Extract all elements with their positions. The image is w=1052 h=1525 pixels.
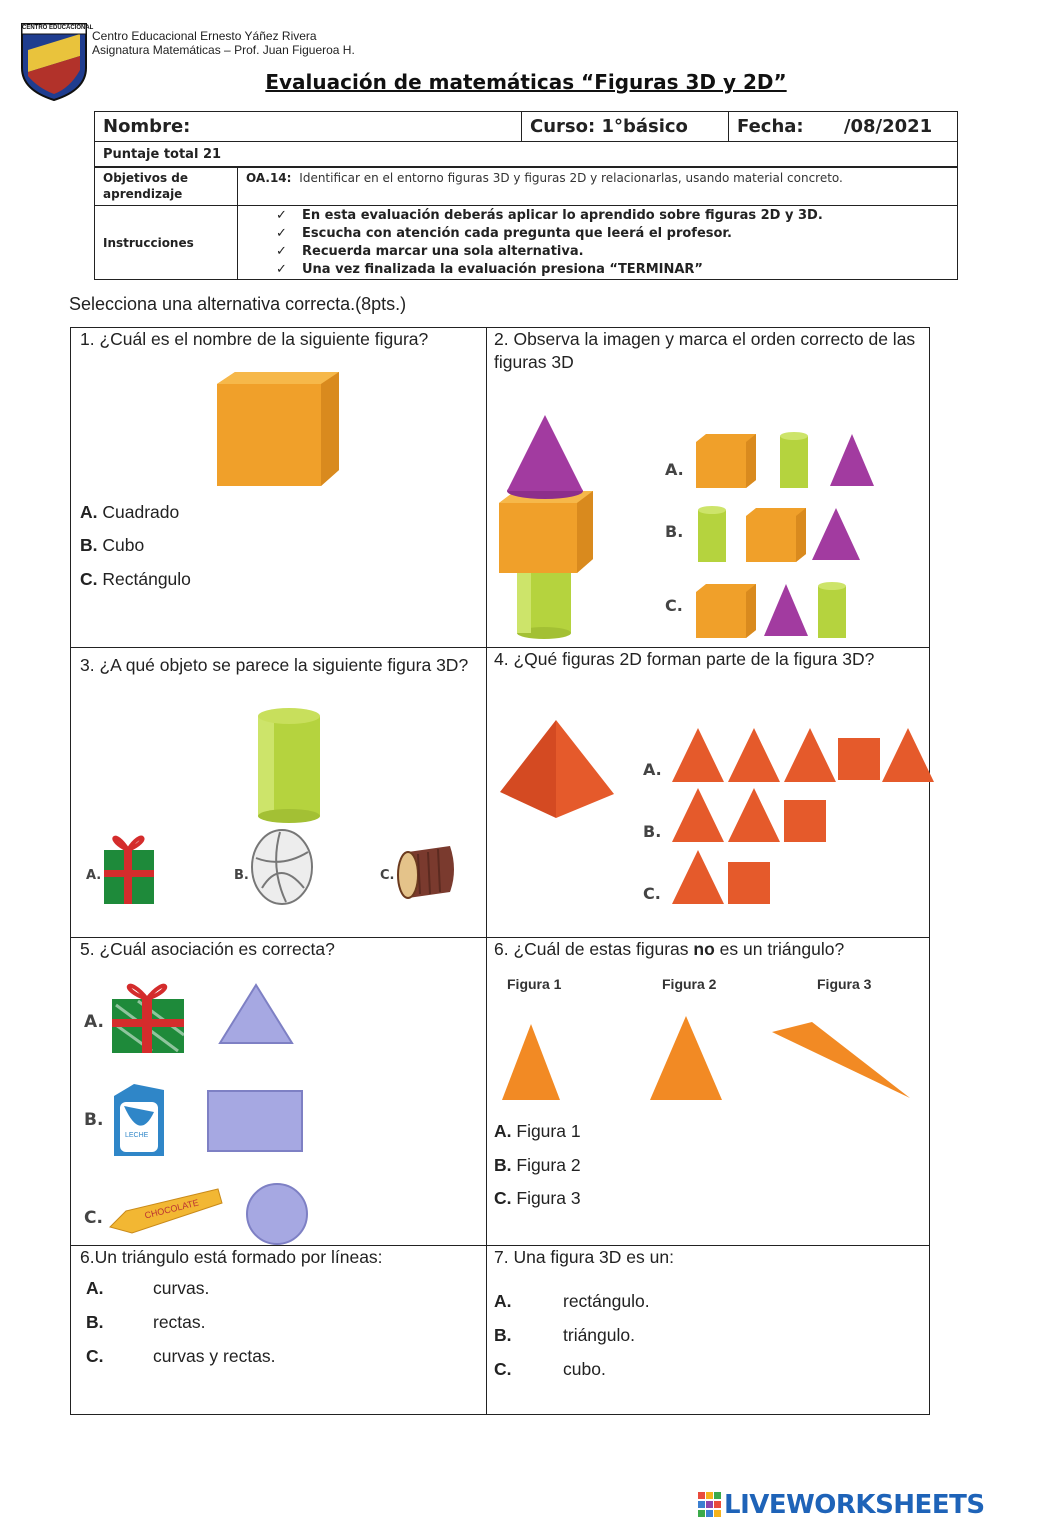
- instructions-list: [238, 206, 958, 280]
- gift-icon: [108, 975, 188, 1055]
- pyramid-image: [498, 718, 618, 820]
- stacked-figures-image: [495, 413, 600, 639]
- q4-text: 4. ¿Qué figuras 2D forman parte de la figura 3D?: [494, 649, 875, 669]
- oa-description: Identificar en el entorno figuras 3D y figuras 2D y relacionarlas, usando material concreto.: [299, 171, 843, 185]
- total-score: Puntaje total 21: [95, 142, 958, 168]
- rectangle-shape: [206, 1089, 304, 1153]
- q7-option-b[interactable]: B. triángulo.: [494, 1325, 635, 1345]
- q7-option-a[interactable]: A. rectángulo.: [494, 1291, 650, 1311]
- gift-icon[interactable]: [100, 826, 158, 906]
- q4-option-shapes[interactable]: [670, 726, 938, 908]
- brand-text: LIVEWORKSHEETS: [724, 1490, 985, 1520]
- instruction-item: ✓ Recuerda marcar una sola alternativa.: [276, 243, 584, 259]
- q6b-option-c[interactable]: C. curvas y rectas.: [86, 1346, 276, 1366]
- objective-text: [238, 167, 958, 206]
- instructions-label: Instrucciones: [95, 206, 238, 280]
- q4-label-b[interactable]: B.: [643, 822, 662, 841]
- q2-label-b[interactable]: B.: [665, 522, 684, 541]
- q7-option-c[interactable]: C. cubo.: [494, 1359, 606, 1379]
- info-table: [94, 111, 958, 168]
- q5-label-a[interactable]: A.: [84, 1012, 104, 1032]
- q6b-option-a[interactable]: A. curvas.: [86, 1278, 210, 1298]
- q6-text: 6. ¿Cuál de estas figuras no es un triángulo?: [494, 939, 845, 959]
- q5-label-b[interactable]: B.: [84, 1110, 104, 1130]
- lws-grid-icon: [698, 1492, 722, 1518]
- objectives-label: Objetivos de aprendizaje: [95, 167, 238, 206]
- name-field[interactable]: Nombre:: [95, 112, 522, 142]
- date-value: /08/2021: [843, 116, 933, 137]
- q3-text: 3. ¿A qué objeto se parece la siguiente figura 3D?: [80, 655, 469, 675]
- instruction-item: ✓ Una vez finalizada la evaluación presiona “TERMINAR”: [276, 261, 703, 277]
- q2-option-figures[interactable]: [694, 430, 884, 640]
- q3-label-a[interactable]: A.: [86, 868, 102, 883]
- subject-line: Asignatura Matemáticas – Prof. Juan Figueroa H.: [92, 43, 355, 57]
- q6b-text: 6.Un triángulo está formado por líneas:: [80, 1247, 383, 1267]
- q1-text: 1. ¿Cuál es el nombre de la siguiente figura?: [80, 329, 429, 349]
- q1-option-a[interactable]: A. Cuadrado: [80, 502, 180, 522]
- q6b-option-b[interactable]: B. rectas.: [86, 1312, 206, 1332]
- q5-label-c[interactable]: C.: [84, 1208, 103, 1228]
- q4-label-c[interactable]: C.: [643, 884, 661, 903]
- triangle-shape: [218, 983, 294, 1045]
- q2-text: 2. Observa la imagen y marca el orden correcto de las figuras 3D: [494, 329, 916, 372]
- section-title: Selecciona una alternativa correcta.(8pts.): [69, 294, 407, 314]
- objectives-table: [94, 166, 958, 280]
- cylinder-image: [256, 706, 322, 824]
- page-title: Evaluación de matemáticas “Figuras 3D y 2D”: [265, 70, 787, 94]
- instruction-item: ✓ En esta evaluación deberás aplicar lo aprendido sobre figuras 2D y 3D.: [276, 207, 823, 223]
- q6-option-b[interactable]: B. Figura 2: [494, 1155, 581, 1175]
- circle-shape: [245, 1182, 309, 1246]
- figure-2-label: Figura 2: [662, 976, 717, 992]
- cube-image: [215, 370, 343, 490]
- q2-label-c[interactable]: C.: [665, 596, 683, 615]
- milk-label: LECHE: [125, 1132, 149, 1139]
- figure-1-label: Figura 1: [507, 976, 562, 992]
- date-field[interactable]: [729, 112, 958, 142]
- school-name: Centro Educacional Ernesto Yáñez Rivera: [92, 29, 317, 43]
- figure-3-label: Figura 3: [817, 976, 872, 992]
- logo-text: CENTRO EDUCACIONAL: [22, 25, 94, 31]
- q7-text: 7. Una figura 3D es un:: [494, 1247, 674, 1267]
- date-label: Fecha:: [737, 116, 804, 137]
- q4-label-a[interactable]: A.: [643, 760, 662, 779]
- q6-option-c[interactable]: C. Figura 3: [494, 1188, 581, 1208]
- log-icon[interactable]: [396, 844, 458, 900]
- course-label: Curso: 1°básico: [522, 112, 729, 142]
- q3-label-c[interactable]: C.: [380, 868, 395, 883]
- milk-carton-icon: [110, 1082, 168, 1158]
- q2-label-a[interactable]: A.: [665, 460, 684, 479]
- q1-option-c[interactable]: C. Rectángulo: [80, 569, 191, 589]
- instruction-item: ✓ Escucha con atención cada pregunta que leerá el profesor.: [276, 225, 732, 241]
- q5-text: 5. ¿Cuál asociación es correcta?: [80, 939, 335, 959]
- liveworksheets-logo: [698, 1490, 985, 1520]
- ball-icon[interactable]: [250, 828, 314, 906]
- chocolate-label: CHOCOLATE: [143, 1197, 200, 1221]
- oa-code: OA.14:: [246, 171, 292, 185]
- q6-option-a[interactable]: A. Figura 1: [494, 1121, 581, 1141]
- q6-figures: [500, 1012, 916, 1104]
- q1-option-b[interactable]: B. Cubo: [80, 535, 145, 555]
- q3-label-b[interactable]: B.: [234, 868, 249, 883]
